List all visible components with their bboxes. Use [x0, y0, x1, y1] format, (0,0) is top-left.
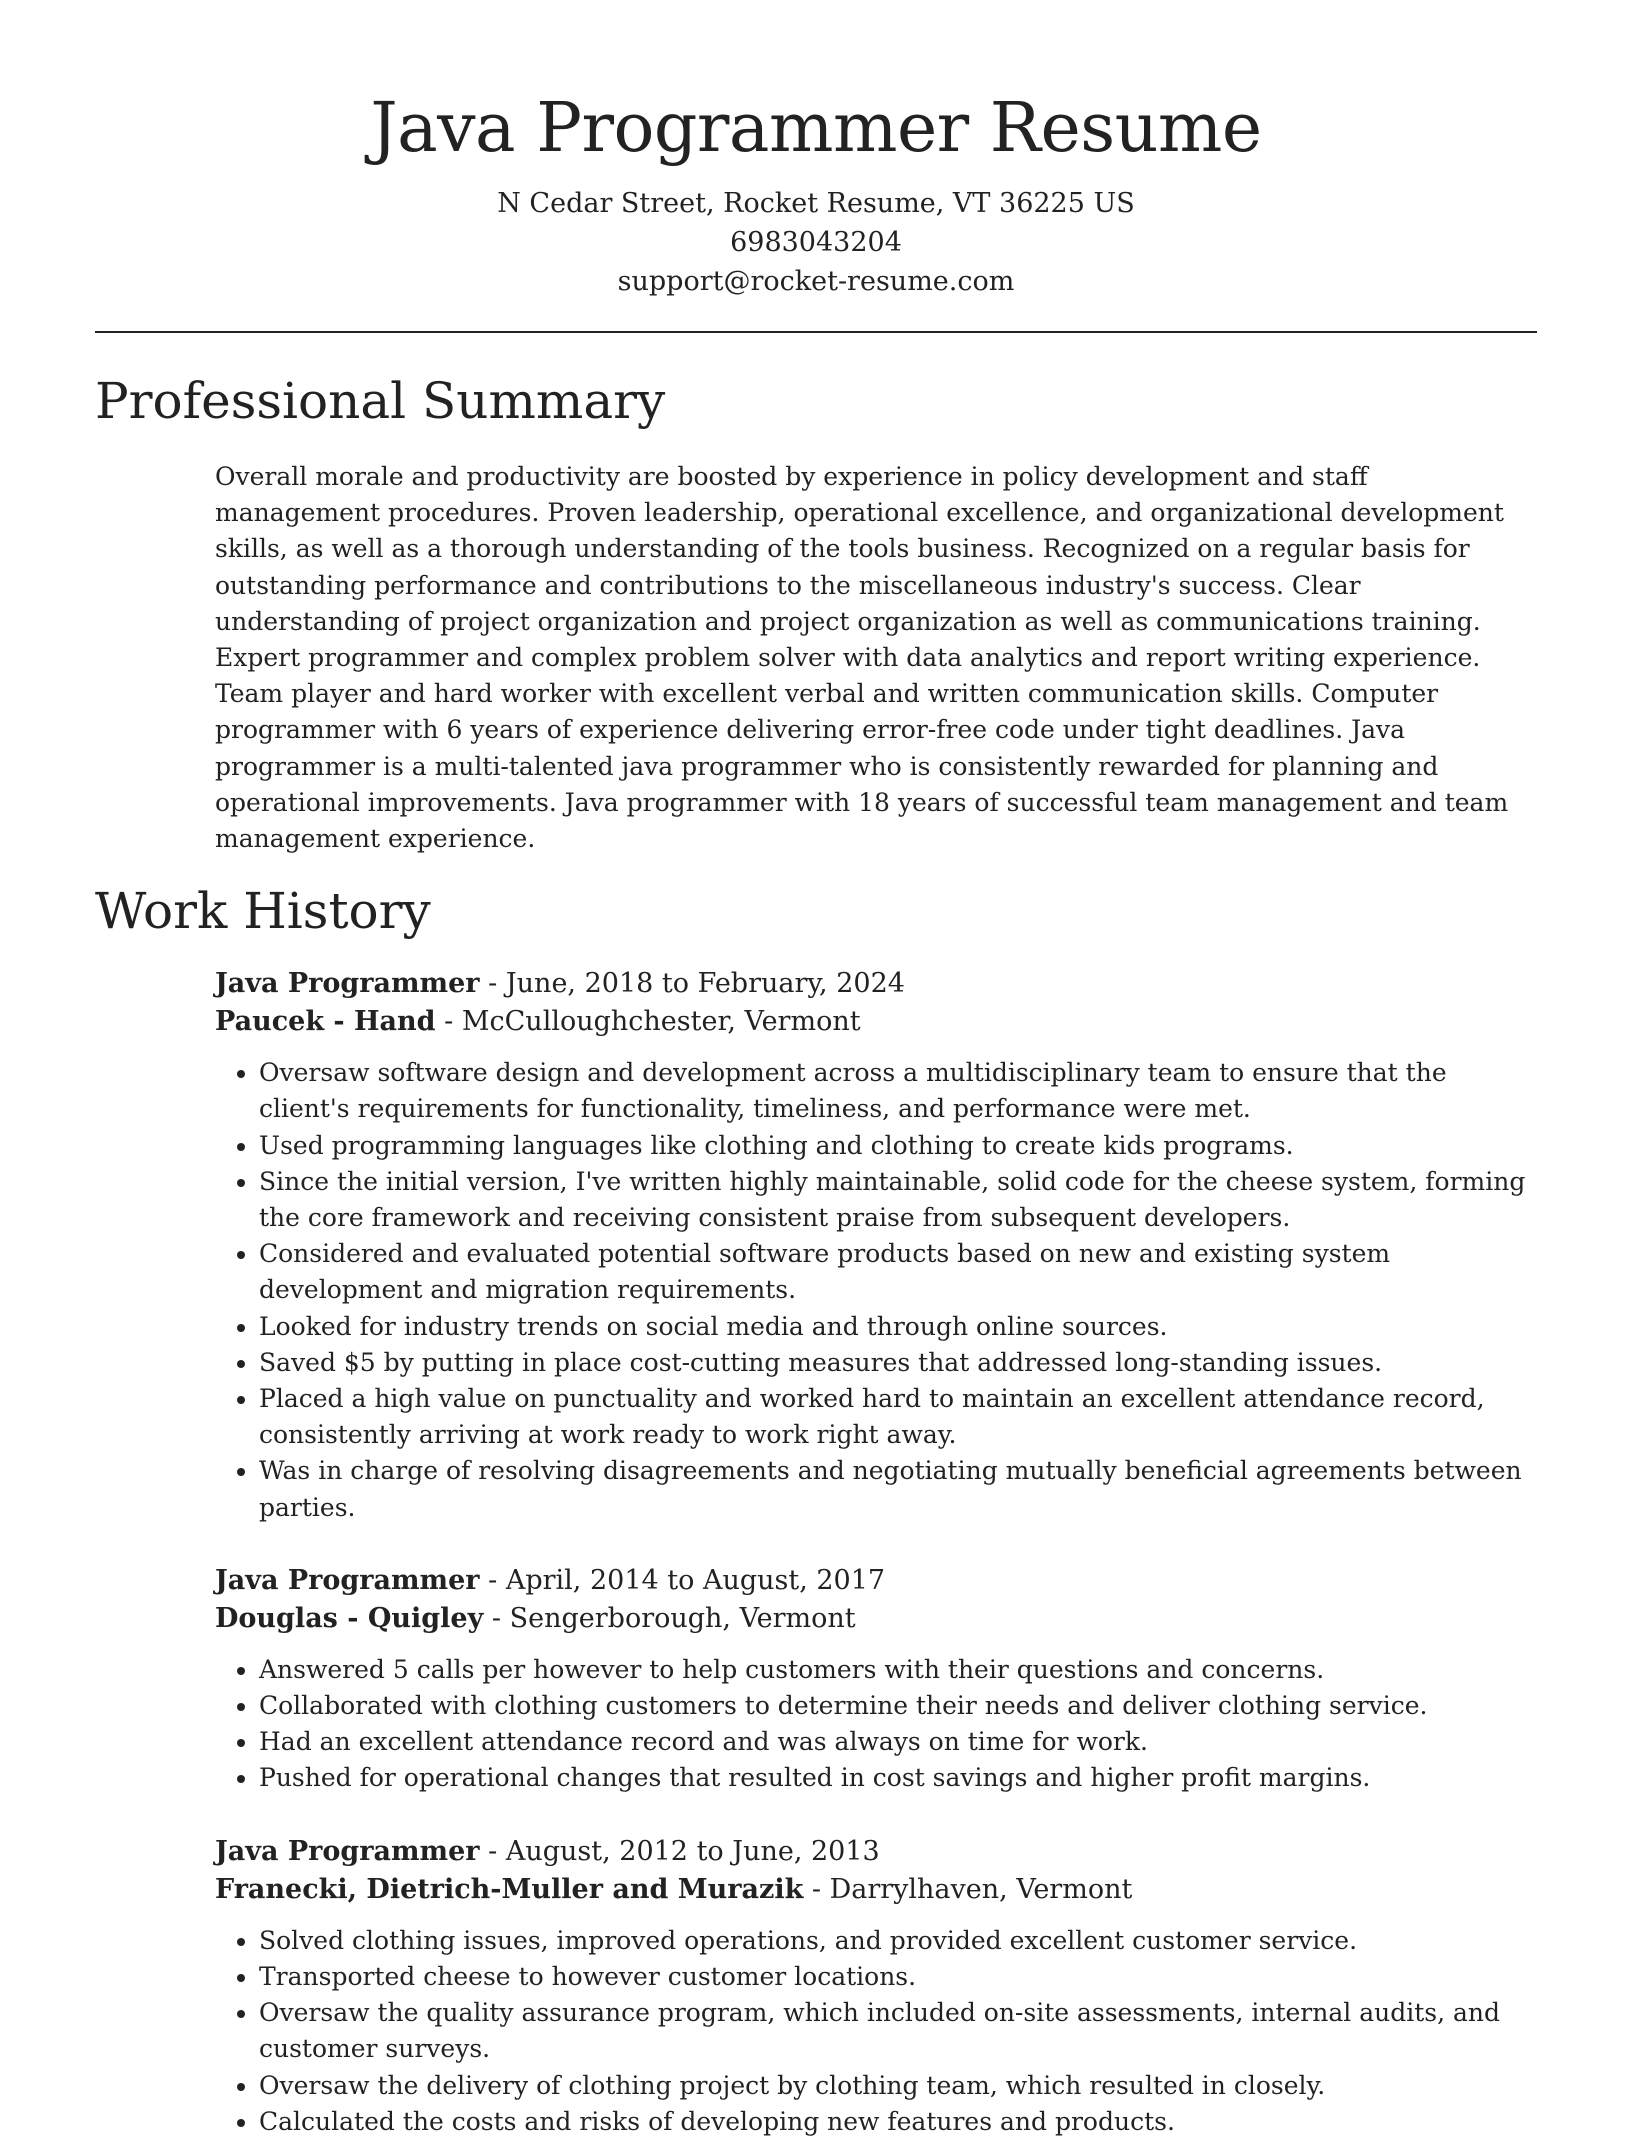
job-title: Java Programmer [215, 1835, 480, 1867]
summary-section [95, 369, 1537, 857]
contact-email: support@rocket-resume.com [617, 266, 1015, 297]
job-bullet: • Collaborated with clothing customers to determine their needs and deliver clothing service. [259, 1688, 1537, 1724]
job-title-line [215, 1562, 1537, 1600]
job-bullets [215, 1923, 1537, 2140]
job-location: Darrylhaven, Vermont [829, 1873, 1133, 1905]
header-divider [95, 331, 1537, 333]
job-location: Sengerborough, Vermont [509, 1602, 856, 1634]
job-entry [215, 965, 1537, 1526]
job-bullet: • Answered 5 calls per however to help customers with their questions and concerns. [259, 1652, 1537, 1688]
resume-header [95, 0, 1537, 301]
job-company-line [215, 1871, 1537, 1909]
job-bullet: • Saved $5 by putting in place cost-cutting measures that addressed long-standing issues. [259, 1345, 1537, 1381]
job-dates-separator: - [488, 1564, 506, 1596]
work-history-heading: Work History [95, 882, 431, 941]
job-title: Java Programmer [215, 1564, 480, 1596]
job-location-separator: - [491, 1602, 510, 1634]
job-title: Java Programmer [215, 968, 480, 1000]
job-bullet: • Since the initial version, I've written highly maintainable, solid code for the cheese system, forming the core framework and receiving consistent praise from subsequent developers. [259, 1164, 1537, 1236]
job-bullet: • Used programming languages like clothing and clothing to create kids programs. [259, 1128, 1537, 1164]
job-dates: August, 2012 to June, 2013 [505, 1835, 880, 1867]
job-bullet: • Oversaw the delivery of clothing project by clothing team, which resulted in closely. [259, 2068, 1537, 2104]
job-entry [215, 1562, 1537, 1797]
job-title-line [215, 1833, 1537, 1871]
contact-block [95, 184, 1537, 301]
job-bullet: • Calculated the costs and risks of developing new features and products. [259, 2104, 1537, 2140]
job-location-separator: - [811, 1873, 830, 1905]
job-dates: June, 2018 to February, 2024 [505, 968, 905, 1000]
contact-address: N Cedar Street, Rocket Resume, VT 36225 US [497, 188, 1135, 219]
job-dates-separator: - [488, 1835, 506, 1867]
job-bullet: • Was in charge of resolving disagreements and negotiating mutually beneficial agreements between parties. [259, 1453, 1537, 1525]
job-bullet: • Solved clothing issues, improved operations, and provided excellent customer service. [259, 1923, 1537, 1959]
job-bullets [215, 1652, 1537, 1797]
job-bullet: • Placed a high value on punctuality and worked hard to maintain an excellent attendance record, consistently arriving at work ready to work right away. [259, 1381, 1537, 1453]
job-entry [215, 1833, 1537, 2140]
job-bullet: • Considered and evaluated potential software products based on new and existing system development and migration requirements. [259, 1236, 1537, 1308]
job-company: Franecki, Dietrich-Muller and Murazik [215, 1873, 804, 1905]
job-company: Douglas - Quigley [215, 1602, 484, 1634]
job-company-line [215, 1003, 1537, 1041]
job-company: Paucek - Hand [215, 1006, 436, 1038]
job-company-line [215, 1600, 1537, 1638]
job-dates-separator: - [488, 968, 506, 1000]
summary-heading: Professional Summary [95, 372, 666, 430]
job-bullets [215, 1055, 1537, 1526]
job-bullet: • Had an excellent attendance record and was always on time for work. [259, 1724, 1537, 1760]
work-history-section [95, 879, 1537, 2140]
summary-text: Overall morale and productivity are boosted by experience in policy development and staff management procedures. Proven leadership, operational excellence, and organizational development skills, as well as a thorough understanding of the tools business. Recognized on a regular basis for outstanding performance and contributions to the miscellaneous industry's success. Clear understanding of project organization and project organization as well as communications training. Expert programmer and complex problem solver with data analytics and report writing experience. Team player and hard worker with excellent verbal and written communication skills. Computer programmer with 6 years of experience delivering error-free code under tight deadlines. Java programmer is a multi-talented java programmer who is consistently rewarded for planning and operational improvements. Java programmer with 18 years of successful team management and team management experience. [215, 462, 1509, 854]
job-bullet: • Oversaw the quality assurance program, which included on-site assessments, internal audits, and customer surveys. [259, 1995, 1537, 2067]
job-bullet: • Oversaw software design and development across a multidisciplinary team to ensure that the client's requirements for functionality, timeliness, and performance were met. [259, 1055, 1537, 1127]
resume-title: Java Programmer Resume [370, 89, 1262, 168]
job-location: McCulloughchester, Vermont [461, 1006, 861, 1038]
job-bullet: • Pushed for operational changes that resulted in cost savings and higher profit margins. [259, 1760, 1537, 1796]
job-location-separator: - [444, 1006, 462, 1038]
job-bullet: • Looked for industry trends on social media and through online sources. [259, 1309, 1537, 1345]
job-dates: April, 2014 to August, 2017 [505, 1564, 886, 1596]
job-bullet: • Transported cheese to however customer locations. [259, 1959, 1537, 1995]
contact-phone: 6983043204 [730, 227, 902, 258]
job-title-line [215, 965, 1537, 1003]
